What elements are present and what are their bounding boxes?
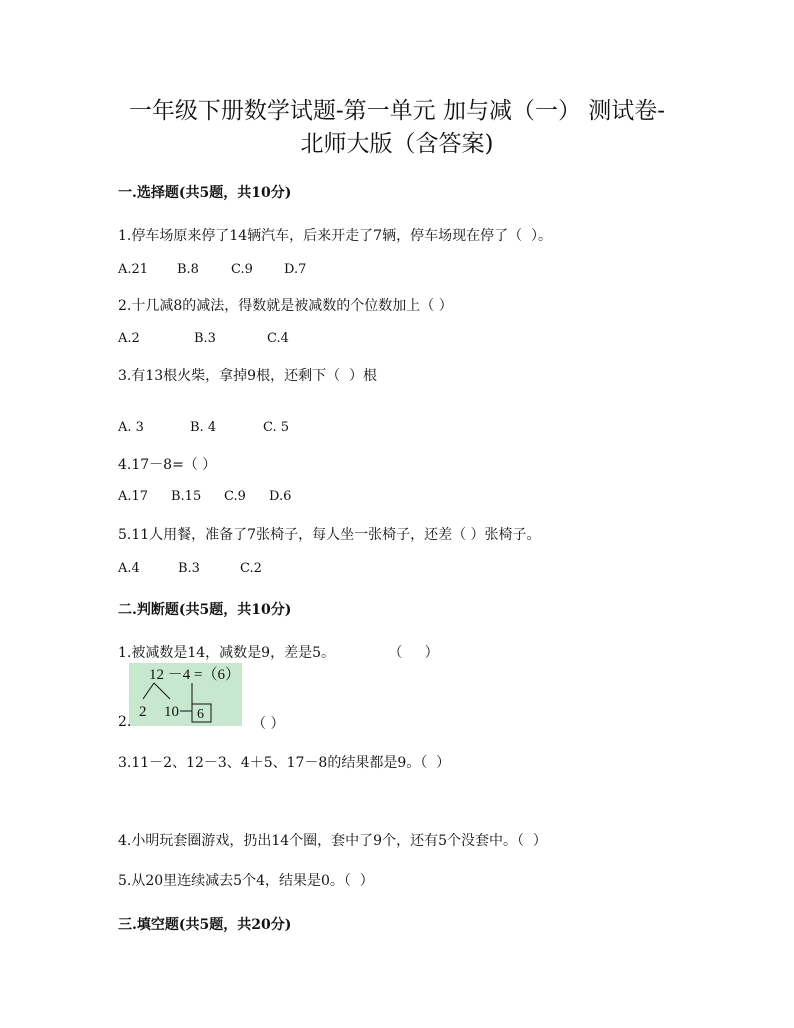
page-title-line-1: 一年级下册数学试题-第一单元 加与减（一） 测试卷- [128,98,666,124]
diagram-split-line-right [154,683,170,699]
option: C.2 [240,561,262,576]
option: A.21 [118,262,149,277]
s2-question-3: 3.11－2、12－3、4＋5、17－8的结果都是9。（ ） [118,755,451,771]
option: C.9 [224,489,246,504]
option: A. 3 [118,420,144,435]
option: C. 5 [263,420,290,435]
s2-question-1: 1.被减数是14，减数是9，差是5。 （ ） [118,645,439,661]
page-title-line-2: 北师大版（含答案) [300,131,494,157]
option: A.4 [118,561,140,576]
s1-question-5: 5.11人用餐，准备了7张椅子，每人坐一张椅子，还差（ ）张椅子。 [118,527,541,543]
option: C.9 [231,262,253,277]
section-3-title: 三.填空题(共5题，共20分) [118,917,292,933]
subtraction-diagram [129,663,242,726]
option: B.8 [177,262,199,277]
s1-question-3: 3.有13根火柴，拿掉9根，还剩下（ ）根 [118,368,377,384]
option: B. 4 [190,420,217,435]
diagram-equation: 12 －4 =（6） [149,667,240,683]
s2-question-2-answer-parens: （ ） [252,716,285,732]
option: A.2 [118,331,140,346]
option: B.3 [194,331,216,346]
option: B.3 [178,561,200,576]
s1-question-1: 1.停车场原来停了14辆汽车，后来开走了7辆，停车场现在停了（ ）。 [118,228,552,244]
s2-question-2-number: 2. [118,714,132,730]
s1-question-2: 2.十几减8的减法，得数就是被减数的个位数加上（ ） [118,298,453,314]
s2-question-4: 4.小明玩套圈游戏，扔出14个圈，套中了9个，还有5个没套中。（ ） [118,833,547,849]
section-2-title: 二.判断题(共5题，共10分) [118,602,292,618]
s2-question-5: 5.从20里连续减去5个4，结果是0。（ ） [118,873,374,889]
diagram-split-left: 2 [139,704,147,720]
option: A.17 [118,489,149,504]
option: D.6 [269,489,292,504]
option: C.4 [267,331,289,346]
diagram-split-line-left [143,683,154,699]
section-1-title: 一.选择题(共5题，共10分) [118,185,292,201]
option: B.15 [171,489,202,504]
diagram-split-right: 10 [164,704,179,720]
s1-question-4: 4.17－8=（ ） [118,457,217,473]
diagram-answer: 6 [197,707,204,722]
option: D.7 [284,262,307,277]
